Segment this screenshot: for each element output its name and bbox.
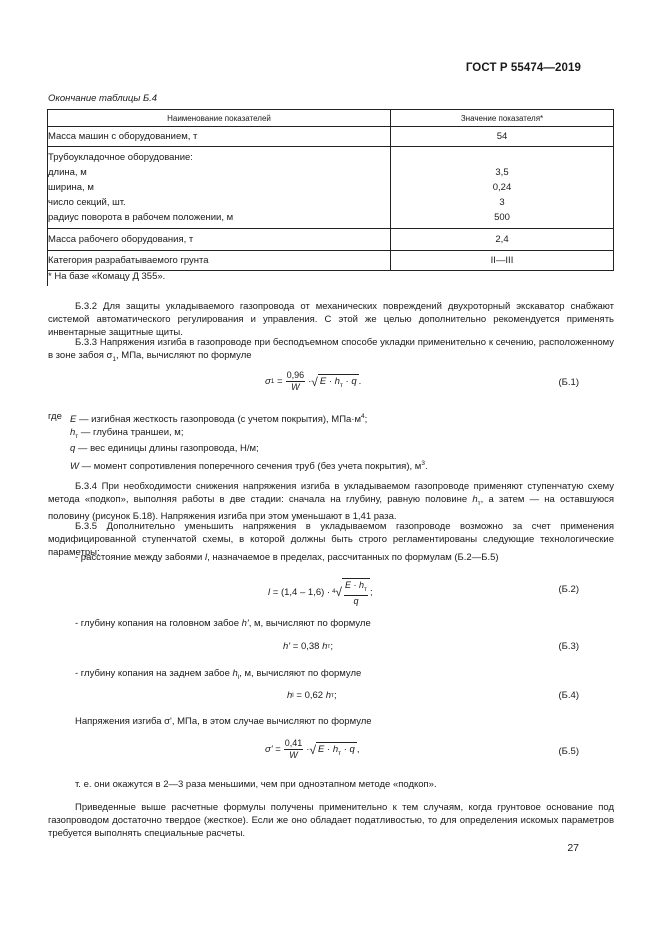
table-row: [48, 229, 614, 251]
row-label: Трубоукладочное оборудование:: [48, 152, 193, 163]
row-label: длина, м: [48, 167, 87, 178]
table-row: [48, 127, 614, 147]
formula-b4: h l = 0,62 h т ;: [287, 690, 337, 701]
row-value: 2,4: [495, 234, 509, 245]
row-value: 3: [499, 197, 505, 208]
paragraph-conclusion: т. е. они окажутся в 2—3 раза меньшими, чем при одноэтапном методе «подкоп».: [75, 779, 437, 790]
table-row: [48, 147, 614, 229]
paragraph-final: Приведенные выше расчетные формулы получены применительно к тем случаям, когда грунтовое основание под газопроводом достаточно твердое (жесткое). Если же оно обладает податливостью, то для определения искомых параметров требуется выполнять специальные расчеты.: [48, 802, 614, 839]
paragraph-b34: Б.3.4 При необходимости снижения напряжения изгиба в укладываемом газопроводе применяют ступенчатую схему метода «подкоп», выполняя работы в две стадии: сначала на глубину, равную половине $h_т$, а затем — на оставшуюся половину (рисунок Б.18). Напряжения изгиба при этом уменьшают в 1,41 раза.: [48, 481, 614, 522]
formula-b1: σ 1 = $\frac{0,96}{W}$ · √ $E \cdot h_т \cdot q$ .: [265, 370, 362, 392]
paragraph-b32: Б.3.2 Для защиты укладываемого газопровода от механических повреждений двухроторный экскаватор снабжают системой автоматического регулирования и управления. С этой же целью дополнительно рекомендуется применять инвентарные защитные щиты.: [48, 301, 614, 338]
formula-b2: l = (1,4 – 1,6) · 4 √ $\frac{E \cdot h_т}{q}$ ;: [268, 580, 373, 606]
row-value: 0,24: [492, 182, 512, 193]
where-h: $h_т$ — глубина траншеи, м;: [70, 427, 184, 440]
row-value: II—III: [490, 255, 514, 266]
paragraph-b35: Б.3.5 Дополнительно уменьшить напряжения в укладываемом газопроводе возможно за счет применения модифицированной ступенчатой схемы, в которой должны быть строго регламентированы следующие технологические параметры:: [48, 521, 614, 558]
standard-header: ГОСТ Р 55474—2019: [465, 62, 581, 74]
paragraph-b33: Б.3.3 Напряжения изгиба в газопроводе при бесподъемном способе укладки применительно к сечению, расположенному в зоне забоя $\sigma_1$, МПа, вычисляют по формуле: [48, 337, 614, 363]
equation-number-b2: (Б.2): [558, 584, 579, 595]
table-header-row: [48, 110, 614, 127]
row-label: радиус поворота в рабочем положении, м: [48, 212, 234, 223]
formula-b3: h' = 0,38 h т ;: [283, 641, 334, 652]
row-label: Категория разрабатываемого грунта: [48, 255, 209, 266]
list-item-head-depth: - глубину копания на головном забое h', м, вычисляют по формуле: [75, 618, 371, 629]
row-value: 54: [496, 131, 508, 142]
row-value: 3,5: [495, 167, 509, 178]
row-label: Масса рабочего оборудования, т: [48, 234, 194, 245]
parameters-table: [47, 109, 614, 286]
equation-number-b3: (Б.3): [558, 641, 579, 652]
page-number: 27: [567, 842, 579, 854]
row-label: число секций, шт.: [48, 197, 126, 208]
where-lead: где: [48, 411, 62, 422]
where-E: E — изгибная жесткость газопровода (с учетом покрытия), $МПа\cdot м^4$;: [70, 413, 368, 426]
row-label: Масса машин с оборудованием, т: [48, 131, 198, 142]
row-value: 500: [494, 212, 510, 223]
table-caption: Окончание таблицы Б.4: [48, 93, 158, 104]
table-footnote: * На базе «Комацу Д 355».: [48, 271, 166, 282]
row-label: ширина, м: [48, 182, 94, 193]
equation-number-b1: (Б.1): [558, 377, 579, 388]
table-row: [48, 251, 614, 271]
paragraph-sigma: Напряжения изгиба σ', МПа, в этом случае вычисляют по формуле: [75, 716, 372, 727]
list-item-distance: - расстояние между забоями l, назначаемое в пределах, рассчитанных по формулам (Б.2—Б.5): [75, 552, 499, 563]
where-W: W — момент сопротивления поперечного сечения труб (без учета покрытия), $м^3$.: [70, 460, 428, 473]
where-q: q — вес единицы длины газопровода, Н/м;: [70, 443, 259, 454]
column-header-name: Наименование показателей: [48, 110, 391, 127]
equation-number-b5: (Б.5): [558, 746, 579, 757]
list-item-rear-depth: - глубину копания на заднем забое $h_l$, м, вычисляют по формуле: [75, 668, 362, 681]
formula-b5: σ' = $\frac{0,41}{W}$ · √ $E \cdot h_т \cdot q$ ,: [265, 738, 360, 760]
column-header-value: Значение показателя*: [391, 110, 614, 127]
equation-number-b4: (Б.4): [558, 690, 579, 701]
